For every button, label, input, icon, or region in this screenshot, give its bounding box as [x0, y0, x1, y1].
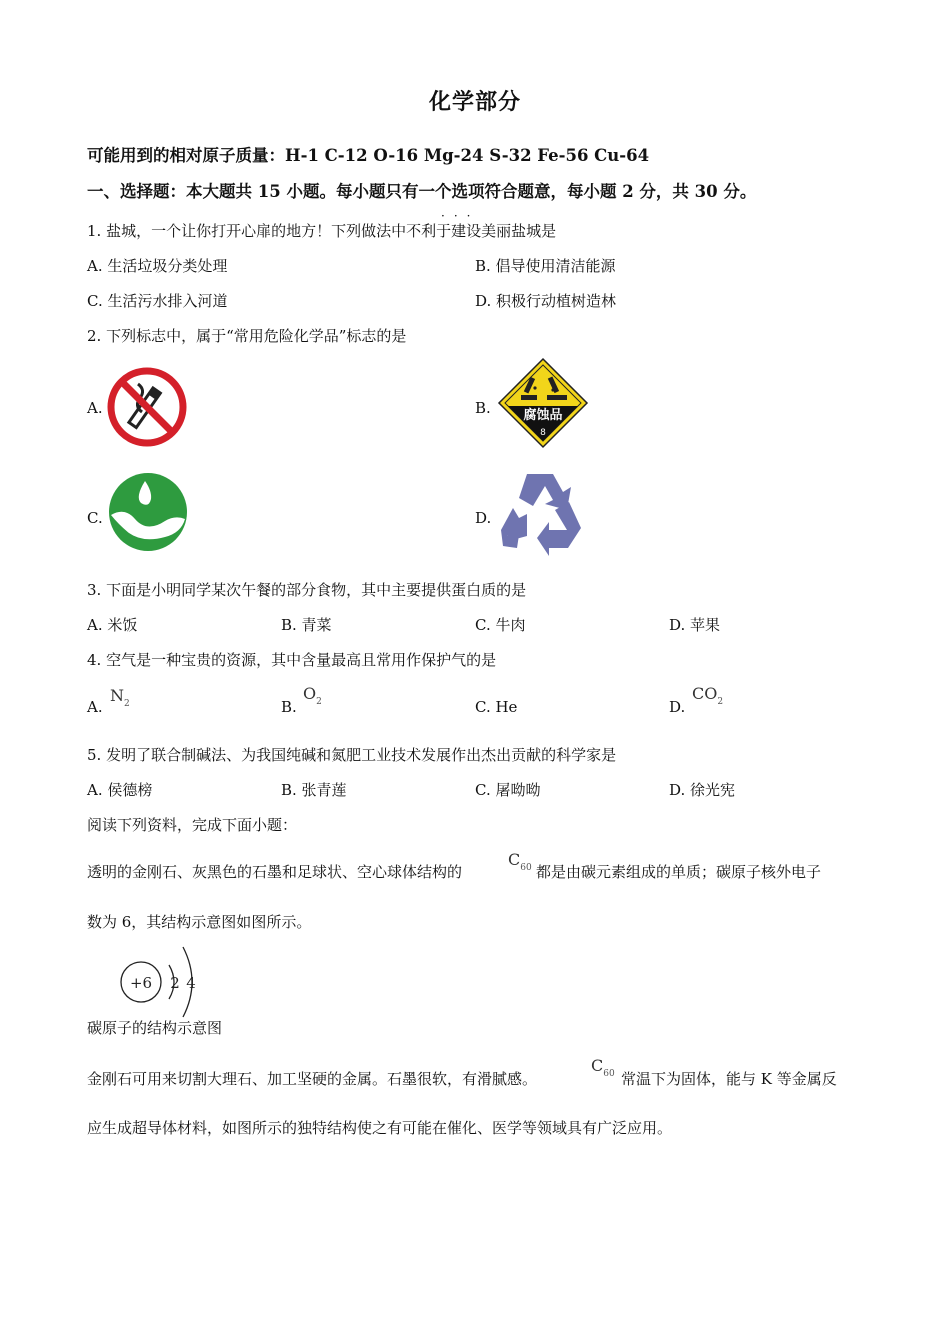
- question-2-option-b: B.: [475, 399, 491, 417]
- corrosive-icon: [497, 357, 589, 449]
- reading-paragraph-2b: 常温下为固体，能与 K 等金属反: [621, 1070, 837, 1088]
- question-1-stem: 1. 盐城，一个让你打开心扉的地方！下列做法中不利于建设美丽盐城是: [87, 222, 557, 240]
- reading-paragraph-1c: 数为 6，其结构示意图如图所示。: [87, 913, 312, 931]
- corrosive-label: 腐蚀品: [523, 408, 563, 423]
- formula-n2: $N_2$: [110, 686, 130, 709]
- question-3-option-b: B. 青菜: [281, 616, 332, 634]
- carbon-atom-diagram: [115, 943, 205, 1019]
- formula-o2: $O_2$: [303, 684, 322, 707]
- diagram-caption: 碳原子的结构示意图: [87, 1019, 223, 1037]
- question-4-option-b: B.: [281, 698, 297, 716]
- recycle-icon: [497, 470, 583, 550]
- question-3-option-a: A. 米饭: [87, 616, 138, 634]
- question-5-stem: 5. 发明了联合制碱法、为我国纯碱和氮肥工业技术发展作出杰出贡献的科学家是: [87, 746, 617, 764]
- question-3-option-c: C. 牛肉: [475, 616, 526, 634]
- question-5-option-d: D. 徐光宪: [669, 781, 736, 799]
- page-title: 化学部分: [428, 89, 521, 115]
- question-5-option-c: C. 屠呦呦: [475, 781, 541, 799]
- reading-paragraph-2a: 金刚石可用来切割大理石、加工坚硬的金属。石墨很软，有滑腻感。: [87, 1070, 538, 1088]
- question-1-option-d: D. 积极行动植树造林: [475, 292, 617, 310]
- question-2-option-a: A.: [87, 399, 103, 417]
- question-3-option-d: D. 苹果: [669, 616, 721, 634]
- question-4-stem: 4. 空气是一种宝贵的资源，其中含量最高且常用作保护气的是: [87, 651, 497, 669]
- formula-co2: $CO_2$: [692, 684, 724, 707]
- no-smoking-icon: [106, 366, 188, 448]
- reading-paragraph-2c: 应生成超导体材料，如图所示的独特结构使之有可能在催化、医学等领域具有广泛应用。: [87, 1119, 673, 1137]
- question-2-stem: 2. 下列标志中，属于“常用危险化学品”标志的是: [87, 327, 407, 345]
- question-5-option-b: B. 张青莲: [281, 781, 347, 799]
- question-2-option-d: D.: [475, 509, 492, 527]
- question-4-option-a: A.: [87, 698, 103, 716]
- section-heading: 一、选择题：本大题共 15 小题。每小题只有一个选项符合题意，每小题 2 分，共 30 分。: [87, 182, 757, 201]
- question-5-option-a: A. 侯德榜: [87, 781, 153, 799]
- atomic-mass-line: 可能用到的相对原子质量：H-1 C-12 O-16 Mg-24 S-32 Fe-56 Cu-64: [87, 146, 650, 165]
- question-4-option-c: C. He: [475, 698, 518, 716]
- question-3-stem: 3. 下面是小明同学某次午餐的部分食物，其中主要提供蛋白质的是: [87, 581, 527, 599]
- reading-intro: 阅读下列资料，完成下面小题：: [87, 816, 298, 834]
- formula-c60-2: $C_{60}$: [591, 1056, 615, 1079]
- question-2-option-c: C.: [87, 509, 103, 527]
- reading-paragraph-1a: 透明的金刚石、灰黑色的石墨和足球状、空心球体结构的: [87, 863, 463, 881]
- emphasis-dots: ···: [441, 209, 480, 223]
- question-1-option-a: A. 生活垃圾分类处理: [87, 257, 228, 275]
- water-saving-icon: [107, 471, 189, 553]
- question-4-option-d: D.: [669, 698, 686, 716]
- nucleus-charge: +6: [129, 974, 153, 992]
- formula-c60: $C_{60}$: [508, 850, 532, 873]
- shell-1-electrons: 2: [170, 974, 180, 992]
- question-1-option-b: B. 倡导使用清洁能源: [475, 257, 616, 275]
- shell-2-electrons: 4: [186, 974, 196, 992]
- corrosive-class-number: 8: [540, 428, 546, 438]
- question-1-option-c: C. 生活污水排入河道: [87, 292, 228, 310]
- reading-paragraph-1b: 都是由碳元素组成的单质；碳原子核外电子: [536, 863, 822, 881]
